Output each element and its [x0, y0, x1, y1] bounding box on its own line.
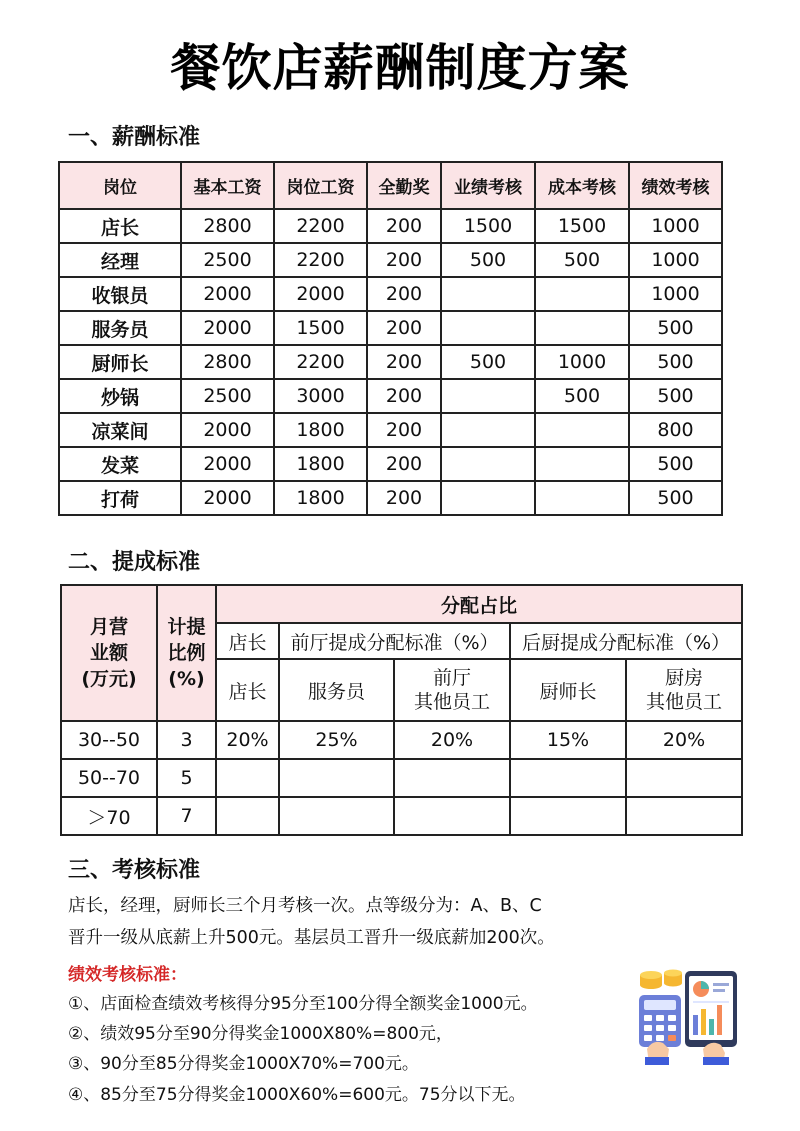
- header-merit-review: 绩效考核: [629, 162, 722, 209]
- salary-value-cell: 2000: [181, 413, 274, 447]
- salary-value-cell: [535, 481, 629, 515]
- header-base-salary: 基本工资: [181, 162, 274, 209]
- position-name-cell: 炒锅: [59, 379, 181, 413]
- header-cost-review: 成本考核: [535, 162, 629, 209]
- salary-value-cell: 1000: [535, 345, 629, 379]
- position-name-cell: 厨师长: [59, 345, 181, 379]
- salary-value-cell: 500: [535, 243, 629, 277]
- share-percent-cell: [216, 759, 279, 797]
- salary-table-header: [59, 162, 722, 209]
- commission-row: [61, 759, 742, 797]
- salary-value-cell: 1500: [535, 209, 629, 243]
- salary-value-cell: 200: [367, 209, 441, 243]
- share-percent-cell: [510, 759, 626, 797]
- commission-ratio-cell: 5: [157, 759, 216, 797]
- share-percent-cell: [626, 797, 742, 835]
- subheader-kitchen: 后厨提成分配标准（%）: [510, 623, 742, 659]
- kpi-rule: ③、90分至85分得奖金1000X70%=700元。: [68, 1054, 419, 1074]
- salary-value-cell: 500: [441, 243, 535, 277]
- share-percent-cell: [394, 797, 510, 835]
- salary-value-cell: 2000: [181, 311, 274, 345]
- salary-value-cell: [535, 413, 629, 447]
- salary-value-cell: 500: [629, 379, 722, 413]
- salary-value-cell: 200: [367, 243, 441, 277]
- share-percent-cell: [279, 797, 394, 835]
- salary-value-cell: 200: [367, 277, 441, 311]
- salary-value-cell: 2000: [181, 447, 274, 481]
- salary-value-cell: [441, 447, 535, 481]
- salary-value-cell: 200: [367, 481, 441, 515]
- subheader-front-hall: 前厅提成分配标准（%）: [279, 623, 510, 659]
- salary-value-cell: 200: [367, 447, 441, 481]
- salary-row-manager: [59, 243, 722, 277]
- salary-row-wok-chef: [59, 379, 722, 413]
- salary-value-cell: [535, 447, 629, 481]
- salary-value-cell: [535, 277, 629, 311]
- salary-value-cell: 500: [629, 345, 722, 379]
- salary-value-cell: 1500: [441, 209, 535, 243]
- salary-row-head-chef: [59, 345, 722, 379]
- commission-row: [61, 797, 742, 835]
- salary-value-cell: [535, 311, 629, 345]
- role-waiter: 服务员: [279, 659, 394, 721]
- role-kitchen-other: [626, 659, 742, 721]
- salary-value-cell: [441, 311, 535, 345]
- salary-value-cell: 2500: [181, 243, 274, 277]
- position-name-cell: 发菜: [59, 447, 181, 481]
- assessment-paragraph-1: 店长，经理，厨师长三个月考核一次。点等级分为：A、B、C: [68, 896, 542, 916]
- header-monthly-revenue: [61, 585, 157, 721]
- salary-table: [58, 161, 723, 516]
- position-name-cell: 店长: [59, 209, 181, 243]
- salary-row-kitchen-helper: [59, 481, 722, 515]
- revenue-range-cell: 50--70: [61, 759, 157, 797]
- salary-value-cell: 1000: [629, 243, 722, 277]
- salary-value-cell: [441, 379, 535, 413]
- salary-value-cell: 1800: [274, 447, 367, 481]
- salary-value-cell: [441, 481, 535, 515]
- role-manager: 店长: [216, 659, 279, 721]
- commission-table: [60, 584, 743, 836]
- header-commission-ratio-line: 比例: [167, 642, 206, 664]
- salary-value-cell: 2000: [181, 481, 274, 515]
- position-name-cell: 打荷: [59, 481, 181, 515]
- salary-row-cashier: [59, 277, 722, 311]
- salary-value-cell: 500: [441, 345, 535, 379]
- position-name-cell: 服务员: [59, 311, 181, 345]
- commission-ratio-cell: 3: [157, 721, 216, 759]
- share-percent-cell: 20%: [394, 721, 510, 759]
- header-position: 岗位: [59, 162, 181, 209]
- salary-value-cell: 1500: [274, 311, 367, 345]
- header-monthly-revenue-line: 月营: [89, 616, 128, 638]
- share-percent-cell: [279, 759, 394, 797]
- header-commission-ratio-line: (%): [168, 668, 205, 690]
- position-name-cell: 经理: [59, 243, 181, 277]
- salary-value-cell: 200: [367, 345, 441, 379]
- salary-value-cell: [441, 413, 535, 447]
- finance-illustration-icon: [633, 965, 743, 1065]
- salary-value-cell: 2200: [274, 209, 367, 243]
- salary-value-cell: 2000: [274, 277, 367, 311]
- share-percent-cell: 20%: [626, 721, 742, 759]
- revenue-range-cell: ＞70: [61, 797, 157, 835]
- salary-value-cell: 200: [367, 379, 441, 413]
- salary-value-cell: 1800: [274, 481, 367, 515]
- share-percent-cell: 15%: [510, 721, 626, 759]
- salary-value-cell: 1000: [629, 277, 722, 311]
- role-front-other: [394, 659, 510, 721]
- section-heading-commission: 二、提成标准: [68, 550, 201, 575]
- salary-value-cell: 1000: [629, 209, 722, 243]
- commission-ratio-cell: 7: [157, 797, 216, 835]
- share-percent-cell: [626, 759, 742, 797]
- salary-value-cell: 200: [367, 413, 441, 447]
- salary-value-cell: 2000: [181, 277, 274, 311]
- share-percent-cell: 25%: [279, 721, 394, 759]
- salary-value-cell: 800: [629, 413, 722, 447]
- role-kitchen-other-line: 厨房: [665, 667, 704, 689]
- salary-value-cell: 500: [629, 447, 722, 481]
- section-heading-assessment: 三、考核标准: [68, 858, 201, 883]
- salary-value-cell: 500: [629, 311, 722, 345]
- role-front-other-line: 其他员工: [413, 691, 490, 713]
- share-percent-cell: [394, 759, 510, 797]
- header-post-salary: 岗位工资: [274, 162, 367, 209]
- share-percent-cell: [216, 797, 279, 835]
- salary-value-cell: [441, 277, 535, 311]
- role-front-other-line: 前厅: [432, 667, 471, 689]
- kpi-rule: ②、绩效95分至90分得奖金1000X80%=800元，: [68, 1024, 453, 1044]
- salary-value-cell: 200: [367, 311, 441, 345]
- header-monthly-revenue-line: (万元): [81, 668, 137, 690]
- salary-value-cell: 2500: [181, 379, 274, 413]
- position-name-cell: 收银员: [59, 277, 181, 311]
- subheader-manager: 店长: [216, 623, 279, 659]
- kpi-rule: ④、85分至75分得奖金1000X60%=600元。75分以下无。: [68, 1085, 526, 1105]
- salary-value-cell: 2800: [181, 209, 274, 243]
- assessment-paragraph-2: 晋升一级从底薪上升500元。基层员工晋升一级底薪加200次。: [68, 928, 555, 948]
- salary-value-cell: 3000: [274, 379, 367, 413]
- salary-value-cell: 500: [629, 481, 722, 515]
- salary-value-cell: 2200: [274, 243, 367, 277]
- section-heading-salary: 一、薪酬标准: [68, 125, 201, 150]
- kpi-standard-title: 绩效考核标准：: [68, 965, 187, 985]
- header-commission-ratio: [157, 585, 216, 721]
- header-commission-ratio-line: 计提: [167, 616, 206, 638]
- page-title: 餐饮店薪酬制度方案: [170, 39, 630, 97]
- share-percent-cell: [510, 797, 626, 835]
- salary-row-store-manager: [59, 209, 722, 243]
- salary-value-cell: 2200: [274, 345, 367, 379]
- header-attendance-bonus: 全勤奖: [367, 162, 441, 209]
- position-name-cell: 凉菜间: [59, 413, 181, 447]
- salary-row-waiter: [59, 311, 722, 345]
- salary-value-cell: 500: [535, 379, 629, 413]
- kpi-rule: ①、店面检查绩效考核得分95分至100分得全额奖金1000元。: [68, 994, 538, 1014]
- revenue-range-cell: 30--50: [61, 721, 157, 759]
- role-kitchen-other-line: 其他员工: [646, 691, 723, 713]
- salary-value-cell: 2800: [181, 345, 274, 379]
- header-monthly-revenue-line: 业额: [89, 642, 128, 664]
- salary-value-cell: 1800: [274, 413, 367, 447]
- salary-row-cold-dish: [59, 413, 722, 447]
- header-distribution: 分配占比: [216, 585, 742, 623]
- salary-row-dish-dispatch: [59, 447, 722, 481]
- role-head-chef: 厨师长: [510, 659, 626, 721]
- commission-row: [61, 721, 742, 759]
- header-performance-review: 业绩考核: [441, 162, 535, 209]
- share-percent-cell: 20%: [216, 721, 279, 759]
